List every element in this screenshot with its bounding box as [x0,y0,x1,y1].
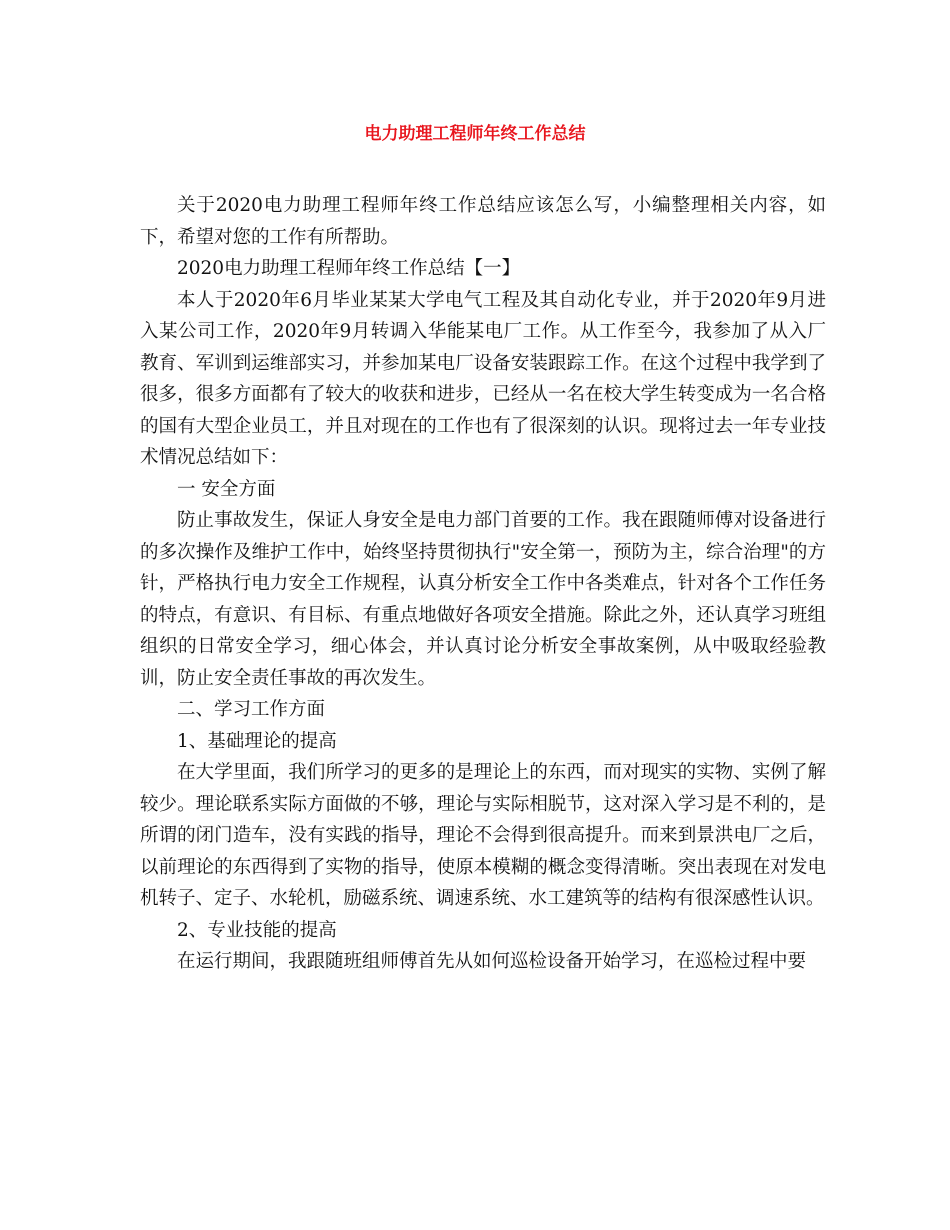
paragraph-background: 本人于2020年6月毕业某某大学电气工程及其自动化专业，并于2020年9月进入某公司工作，2020年9月转调入华能某电厂工作。从工作至今，我参加了从入厂教育、军训到运维部实习，并参加某电厂设备安装跟踪工作。在这个过程中我学到了很多，很多方面都有了较大的收获和进步，已经从一名在校大学生转变成为一名合格的国有大型企业员工，并且对现在的工作也有了很深刻的认识。现将过去一年专业技术情况总结如下： [140,289,826,468]
paragraph-theory: 在大学里面，我们所学习的更多的是理论上的东西，而对现实的实物、实例了解较少。理论联系实际方面做的不够，理论与实际相脱节，这对深入学习是不利的，是所谓的闭门造车，没有实践的指导，理论不会得到很高提升。而来到景洪电厂之后，以前理论的东西得到了实物的指导，使原本模糊的概念变得清晰。突出表现在对发电机转子、定子、水轮机，励磁系统、调速系统、水工建筑等的结构有很深感性认识。 [140,762,826,909]
document-body [140,190,826,978]
section-heading-part-one: 2020电力助理工程师年终工作总结【一】 [177,258,521,279]
paragraph-safety: 防止事故发生，保证人身安全是电力部门首要的工作。我在跟随师傅对设备进行的多次操作及维护工作中，始终坚持贯彻执行"安全第一，预防为主，综合治理"的方针，严格执行电力安全工作规程，认真分析安全工作中各类难点，针对各个工作任务的特点，有意识、有目标、有重点地做好各项安全措施。除此之外，还认真学习班组组织的日常安全学习，细心体会，并认真讨论分析安全事故案例，从中吸取经验教训，防止安全责任事故的再次发生。 [140,510,826,689]
document-title: 电力助理工程师年终工作总结 [364,124,586,144]
section-heading-study-work: 二、学习工作方面 [177,699,326,720]
subheading-theory: 1、基础理论的提高 [177,730,337,752]
section-heading-safety: 一 安全方面 [177,478,276,500]
subheading-skills: 2、专业技能的提高 [177,919,337,941]
paragraph-skills: 在运行期间，我跟随班组师傅首先从如何巡检设备开始学习，在巡检过程中要 [177,951,807,972]
paragraph-intro: 关于2020电力助理工程师年终工作总结应该怎么写，小编整理相关内容，如下，希望对您的工作有所帮助。 [140,195,826,248]
